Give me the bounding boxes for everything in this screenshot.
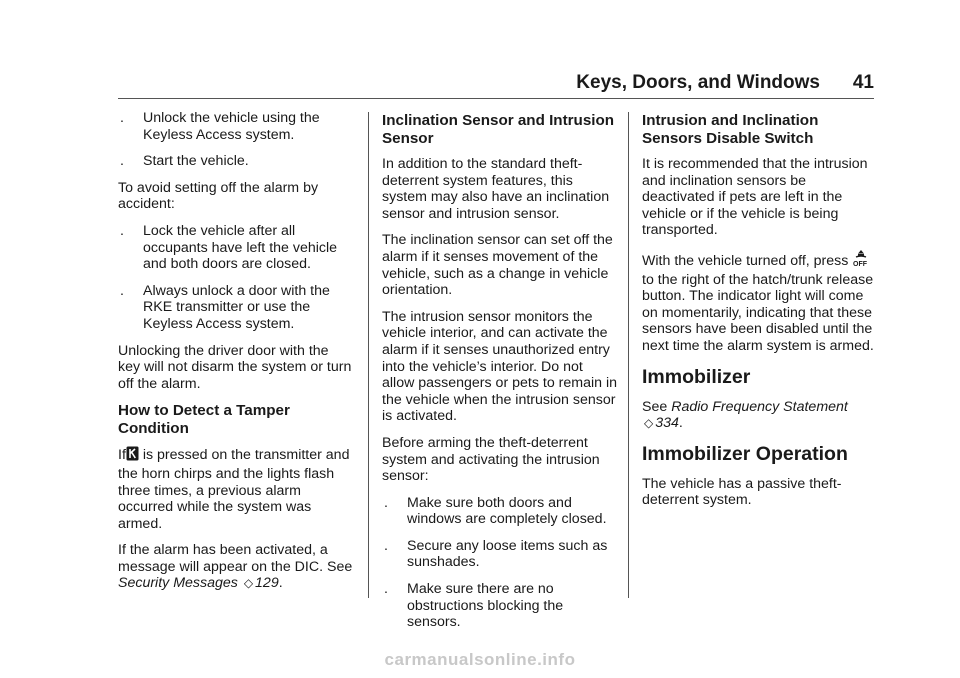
bullet-marker: . <box>120 222 124 239</box>
paragraph: The vehicle has a passive theft-deterrent system. <box>642 475 842 509</box>
bullet-marker: . <box>120 153 124 170</box>
column-divider <box>368 112 369 598</box>
paragraph: If is pressed on the transmitter and the horn chirps and the lights flash three times, a previous alarm occurred while the system was armed. <box>118 447 350 532</box>
page-ref[interactable]: 334 <box>655 415 679 432</box>
list-item: . Make sure there are no obstructions blocking the sensors. <box>384 581 564 631</box>
section-heading: Immobilizer <box>642 365 751 388</box>
section-heading: Immobilizer Operation <box>642 442 848 465</box>
paragraph: The intrusion sensor monitors the vehicle interior, and can activate the alarm if it senses unauthorized entry into the vehicle’s interior. Do not allow passengers or pets to remain in the vehicle when the intrusion sensor is activated. <box>382 308 618 425</box>
bullet-marker: . <box>384 494 388 511</box>
paragraph: Unlocking the driver door with the key will not disarm the system or turn off the alarm. <box>118 342 352 392</box>
bullet-marker: . <box>120 282 124 299</box>
list-item: . Start the vehicle. <box>120 153 249 170</box>
page-ref[interactable]: 129 <box>255 575 279 592</box>
section-heading: How to Detect a Tamper Condition <box>118 402 290 438</box>
svg-text:OFF: OFF <box>853 260 868 267</box>
list-item: . Make sure both doors and windows are completely closed. <box>384 494 607 528</box>
paragraph: To avoid setting off the alarm by accident: <box>118 179 319 213</box>
cross-reference-link[interactable]: Security Messages <box>118 575 238 592</box>
bullet-marker: . <box>384 581 388 598</box>
paragraph: The inclination sensor can set off the alarm if it senses movement of the vehicle, such as a change in vehicle orientation. <box>382 232 613 299</box>
list-item: . Lock the vehicle after all occupants have left the vehicle and both doors are closed. <box>120 222 338 273</box>
paragraph: If the alarm has been activated, a message will appear on the DIC. See Security Messages ◇ 129. <box>118 542 353 592</box>
list-item: . Secure any loose items such as sunshades. <box>384 537 608 571</box>
bullet-marker: . <box>384 537 388 554</box>
page-ref-icon: ◇ <box>243 576 254 591</box>
paragraph: It is recommended that the intrusion and inclination sensors be deactivated if pets are left in the vehicle or if the vehicle is being transported. <box>642 156 868 239</box>
column-3 <box>642 110 878 519</box>
section-heading: Intrusion and Inclination Sensors Disable Switch <box>642 112 819 147</box>
page-header <box>118 72 874 99</box>
paragraph: See Radio Frequency Statement ◇ 334. <box>642 398 848 432</box>
column-1 <box>118 110 354 602</box>
watermark: carmanualsonline.info <box>384 650 576 669</box>
remote-alarm-icon <box>126 446 139 466</box>
list-item: . Always unlock a door with the RKE transmitter or use the Keyless Access system. <box>120 282 330 332</box>
paragraph: With the vehicle turned off, press OFF to the right of the hatch/trunk release button. The indicator light will come on momentarily, indicating that these sensors have been disabled until the next time the alarm system is armed. <box>642 249 878 355</box>
paragraph: In addition to the standard theft-deterrent system features, this system may also have an inclination sensor and intrusion sensor. <box>382 156 610 222</box>
bullet-marker: . <box>120 110 124 126</box>
sensor-off-icon <box>852 249 870 272</box>
list-item: . Unlock the vehicle using the Keyless Access system. <box>120 110 320 143</box>
section-title: Keys, Doors, and Windows <box>576 72 820 93</box>
page-number: 41 <box>852 72 874 93</box>
column-2 <box>382 110 618 641</box>
column-divider <box>628 112 629 598</box>
cross-reference-link[interactable]: Radio Frequency Statement <box>671 398 848 415</box>
page-ref-icon: ◇ <box>644 416 654 431</box>
section-heading: Inclination Sensor and Intrusion Sensor <box>382 112 615 147</box>
paragraph: Before arming the theft-deterrent system and activating the intrusion sensor: <box>382 434 600 485</box>
